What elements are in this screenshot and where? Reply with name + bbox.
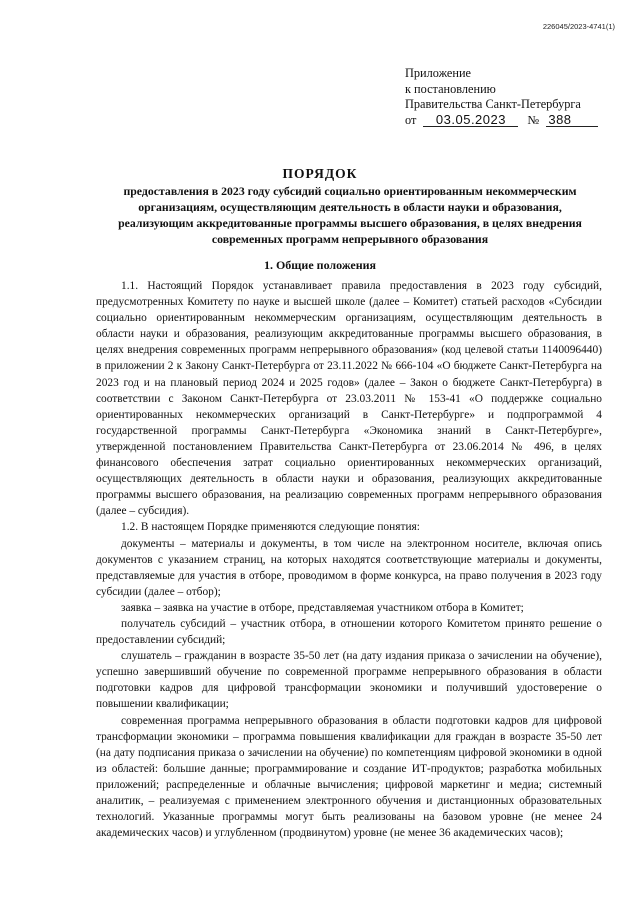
section-heading: 1. Общие положения xyxy=(263,258,377,272)
approval-line-1: Приложение xyxy=(405,66,471,80)
paragraph: получатель субсидий – участник отбора, в отношении которого Комитетом принято решение о предоставлении субсидий; xyxy=(96,617,602,647)
approval-date: 03.05.2023 xyxy=(423,113,518,127)
document-title: ПОРЯДОК xyxy=(282,166,358,181)
paragraph: заявка – заявка на участие в отборе, представляемая участником отбора в Комитет; xyxy=(121,601,524,614)
paragraph: слушатель – гражданин в возрасте 35-50 лет (на дату издания приказа о зачислении на обучение), успешно завершивший обучение по современной программе непрерывного образования в области подготовки кадров для цифровой трансформации экономики и получивший удостоверение о повышении квалификации; xyxy=(96,650,602,711)
document-body xyxy=(96,278,602,841)
approval-number: 388 xyxy=(546,113,598,127)
paragraph: документы – материалы и документы, в том числе на электронном носителе, включая опись документов с указанием страниц, на которых находятся соответствующие материалы и документы, представляемые для участия в отборе, проводимом в форме конкурса, на право получения в 2023 году субсидии (далее – отбор); xyxy=(96,537,602,598)
paragraph: 1.2. В настоящем Порядке применяются следующие понятия: xyxy=(121,521,420,534)
document-id: 226045/2023-4741(1) xyxy=(542,22,615,31)
document-subtitle: предоставления в 2023 году субсидий социально ориентированным некоммерческим организациям, осуществляющим деятельность в области науки и образования, реализующим аккредитованные программы высшего образования, в целях внедрения современных программ непрерывного образования xyxy=(118,184,582,246)
approval-line-2: к постановлению xyxy=(405,81,496,96)
approval-block xyxy=(405,66,598,128)
paragraph: 1.1. Настоящий Порядок устанавливает правила предоставления в 2023 году субсидий, предусмотренных Комитету по науке и высшей школе (далее – Комитет) статьей расходов «Субсидии социально ориентированным некоммерческим организациям, осуществляющим деятельность в области науки и образования, реализующим аккредитованные программы высшего образования, в целях внедрения современных программ непрерывного образования» (код целевой статьи 1140096440) в приложении 2 к Закону Санкт-Петербурга от 23.11.2022 № 666-104 «О бюджете Санкт-Петербурга на 2023 год и на плановый период 2024 и 2025 годов» (далее – Закон о бюджете Санкт-Петербурга) в соответствии с Законом Санкт-Петербурга от 23.03.2011 № 153-41 «О поддержке социально ориентированных некоммерческих организаций в Санкт-Петербурге» и подпрограммой 4 государственной программы Санкт-Петербурга «Экономика знаний в Санкт-Петербурге», утвержденной постановлением Правительства Санкт-Петербурга от 23.06.2014 № 496, в целях финансового обеспечения затрат социально ориентированных некоммерческих организаций, осуществляющих деятельность в области науки и образования, реализующих аккредитованные программы высшего образования, на реализацию современных программ непрерывного образования (далее – субсидия). xyxy=(96,280,602,518)
approval-line-3: Правительства Санкт-Петербурга xyxy=(405,97,581,111)
approval-date-line xyxy=(405,113,598,129)
number-label: № xyxy=(527,112,540,127)
paragraph: современная программа непрерывного образования в области подготовки кадров для цифровой трансформации экономики – программа повышения квалификации для граждан в возрасте 35-50 лет (на дату подписания приказа о зачислении на обучение) по компетенциям цифровой экономики в одной из областей: большие данные; программирование и создание ИТ-продуктов; разработка мобильных приложений; распределенные и облачные вычисления; цифровой маркетинг и медиа; системный аналитик, – реализуемая с применением электронного обучения и дистанционных образовательных технологий. Указанные программы могут быть реализованы на базовом уровне (не менее 24 академических часов) и углубленном (продвинутом) уровне (не менее 36 академических часов); xyxy=(96,714,602,840)
from-label: от xyxy=(405,112,417,127)
